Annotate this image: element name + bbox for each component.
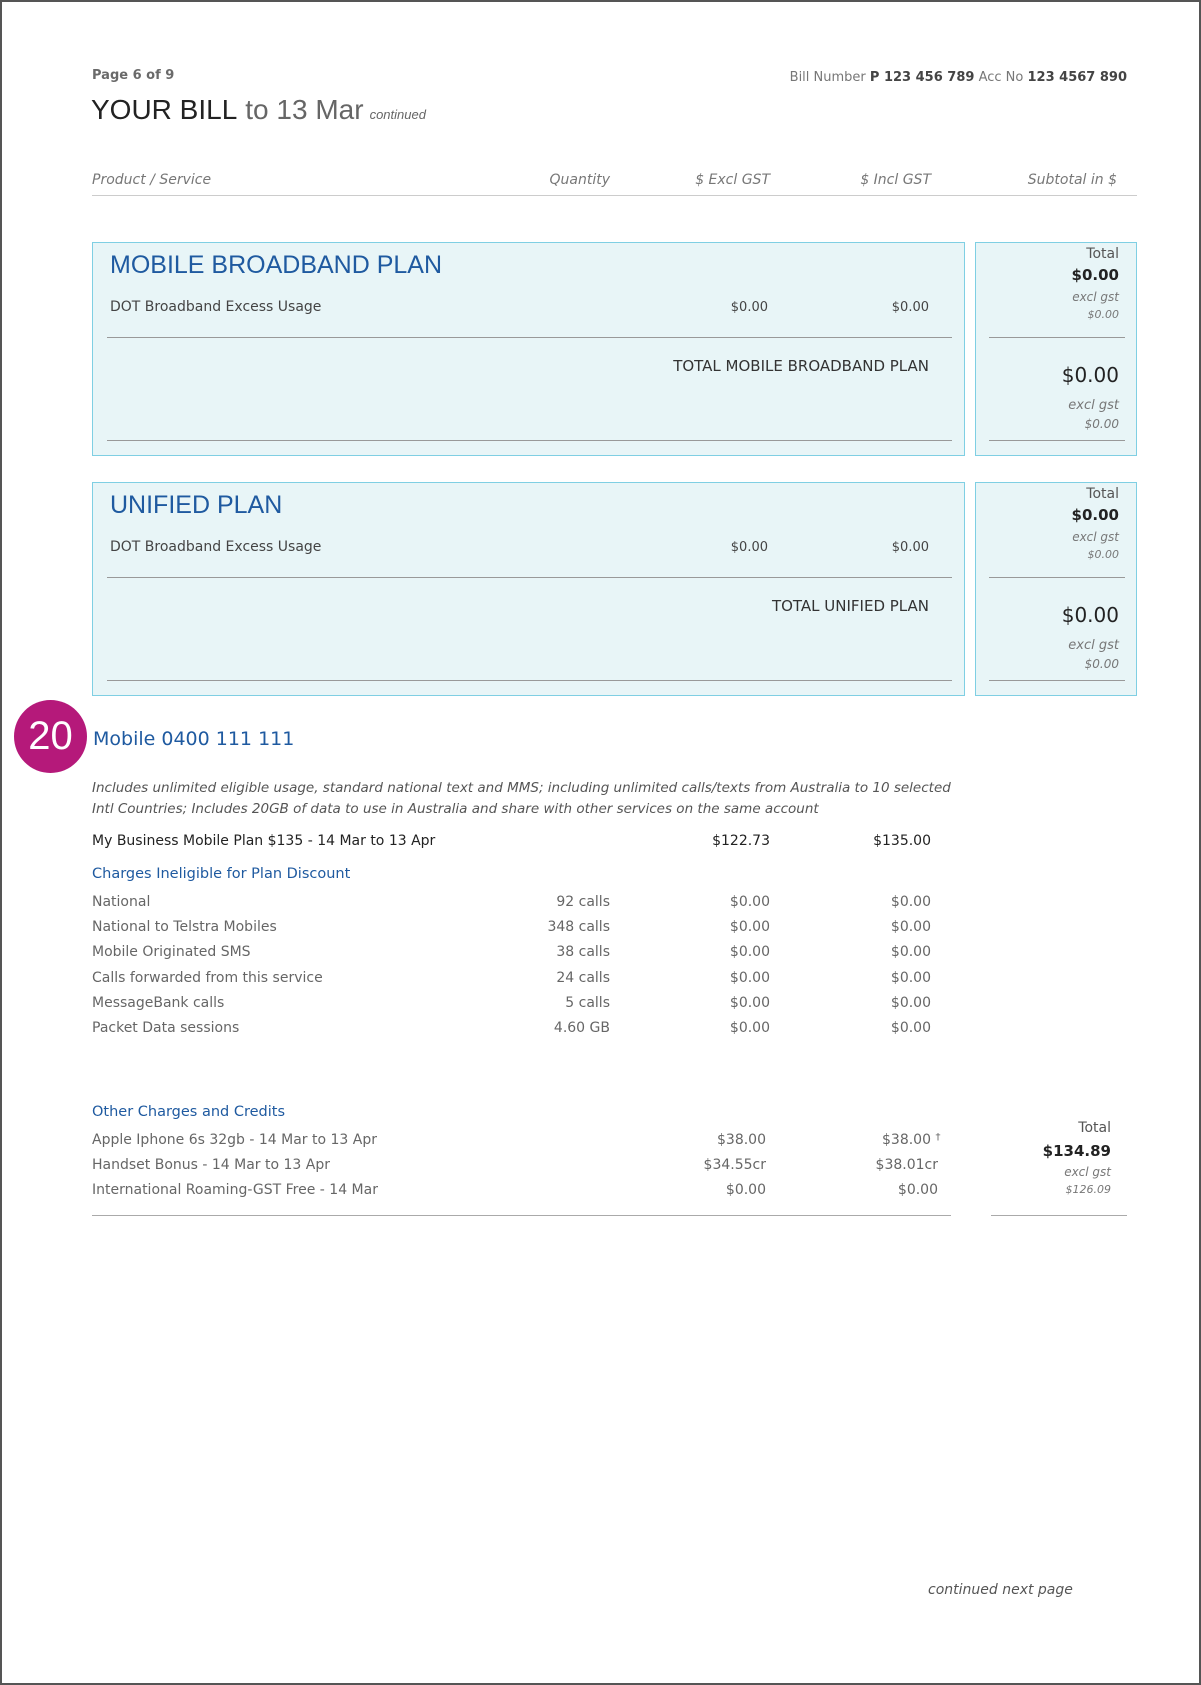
other-total-value: $134.89 <box>1042 1142 1111 1160</box>
bill-number: P 123 456 789 <box>869 70 975 85</box>
charge-incl: $0.00 <box>897 1182 938 1198</box>
charge-label: Handset Bonus - 14 Mar to 13 Apr <box>92 1157 330 1173</box>
total-box-mobile-broadband <box>975 242 1137 456</box>
bill-reference <box>790 70 1127 85</box>
divider <box>107 440 952 441</box>
charge-excl: $0.00 <box>729 995 770 1011</box>
plan-total-label: TOTAL MOBILE BROADBAND PLAN <box>673 357 929 375</box>
charge-incl <box>882 1132 940 1148</box>
charge-label: Calls forwarded from this service <box>92 970 323 986</box>
mobile-plan-label: My Business Mobile Plan $135 - 14 Mar to 13 Apr <box>92 833 436 849</box>
charge-label: International Roaming-GST Free - 14 Mar <box>92 1182 378 1198</box>
title-period: to 13 Mar <box>245 94 364 125</box>
divider <box>989 577 1125 578</box>
plan-item-incl: $0.00 <box>891 300 929 315</box>
excl-gst-label: excl gst <box>1068 638 1119 653</box>
excl-gst-label: excl gst <box>1068 398 1119 413</box>
other-excl-gst-value: $126.09 <box>1065 1183 1111 1196</box>
charge-qty: 38 calls <box>556 944 610 960</box>
acc-no: 123 4567 890 <box>1027 70 1127 85</box>
other-excl-gst-label: excl gst <box>1064 1165 1111 1179</box>
column-subtotal: Subtotal in $ <box>1027 172 1117 188</box>
other-total-label: Total <box>1078 1120 1111 1136</box>
plan-item-excl: $0.00 <box>730 540 768 555</box>
excl-gst-label: excl gst <box>1072 290 1119 304</box>
plan-box-unified <box>92 482 965 696</box>
divider <box>989 337 1125 338</box>
charge-qty: 4.60 GB <box>553 1020 610 1036</box>
divider <box>107 577 952 578</box>
mobile-service-title: Mobile 0400 111 111 <box>93 728 295 750</box>
charge-qty: 5 calls <box>565 995 610 1011</box>
column-product: Product / Service <box>92 172 212 188</box>
plan-item-label: DOT Broadband Excess Usage <box>110 299 322 315</box>
charge-excl: $0.00 <box>729 919 770 935</box>
column-incl-gst: $ Incl GST <box>860 172 931 188</box>
plan-grand-total: $0.00 <box>1061 363 1119 387</box>
divider <box>989 680 1125 681</box>
footnote-mark: † <box>935 1132 941 1143</box>
total-value: $0.00 <box>1071 506 1119 524</box>
charge-incl: $0.00 <box>890 944 931 960</box>
charge-excl: $0.00 <box>729 894 770 910</box>
excl-gst-value: $0.00 <box>1087 308 1119 321</box>
divider <box>989 440 1125 441</box>
excl-gst-value: $0.00 <box>1084 417 1119 431</box>
divider <box>107 680 952 681</box>
divider <box>107 337 952 338</box>
plan-item-excl: $0.00 <box>730 300 768 315</box>
plan-grand-total: $0.00 <box>1061 603 1119 627</box>
section-number-badge: 20 <box>14 700 87 773</box>
excl-gst-label: excl gst <box>1072 530 1119 544</box>
mobile-plan-excl: $122.73 <box>712 833 770 849</box>
title-continued: continued <box>369 107 426 122</box>
charge-incl: $0.00 <box>890 919 931 935</box>
charge-incl: $38.01cr <box>875 1157 938 1173</box>
header-divider <box>92 195 1137 196</box>
charge-label: MessageBank calls <box>92 995 225 1011</box>
title-text: YOUR BILL <box>91 94 238 125</box>
total-value: $0.00 <box>1071 266 1119 284</box>
continued-next-page: continued next page <box>928 1582 1073 1598</box>
plan-item-label: DOT Broadband Excess Usage <box>110 539 322 555</box>
charge-qty: 24 calls <box>556 970 610 986</box>
acc-no-label: Acc No <box>978 70 1024 85</box>
charge-incl: $0.00 <box>890 894 931 910</box>
plan-description: Includes unlimited eligible usage, standard national text and MMS; including unlimited calls/texts from Australia to 10 selected Intl Countries; Includes 20GB of data to use in Australia and share with other services on the same account <box>92 780 951 817</box>
plan-title: UNIFIED PLAN <box>110 491 283 519</box>
column-excl-gst: $ Excl GST <box>695 172 770 188</box>
section-divider <box>92 1215 951 1216</box>
excl-gst-value: $0.00 <box>1087 548 1119 561</box>
ineligible-charges-heading: Charges Ineligible for Plan Discount <box>92 866 351 882</box>
bill-number-label: Bill Number <box>789 70 866 85</box>
charge-incl: $0.00 <box>890 970 931 986</box>
charge-incl-value: $38.00 <box>882 1132 931 1148</box>
charge-incl: $0.00 <box>890 995 931 1011</box>
charge-excl: $0.00 <box>729 970 770 986</box>
page-title <box>91 94 426 126</box>
charge-qty: 92 calls <box>556 894 610 910</box>
mobile-plan-incl: $135.00 <box>873 833 931 849</box>
page-number: Page 6 of 9 <box>92 68 175 83</box>
column-quantity: Quantity <box>549 172 610 188</box>
section-divider <box>991 1215 1127 1216</box>
charge-label: Mobile Originated SMS <box>92 944 251 960</box>
charge-label: National to Telstra Mobiles <box>92 919 277 935</box>
charge-excl: $0.00 <box>729 944 770 960</box>
plan-box-mobile-broadband <box>92 242 965 456</box>
charge-label: National <box>92 894 151 910</box>
charge-excl: $0.00 <box>729 1020 770 1036</box>
charge-label: Apple Iphone 6s 32gb - 14 Mar to 13 Apr <box>92 1132 378 1148</box>
total-label: Total <box>1086 486 1119 502</box>
charge-excl: $34.55cr <box>703 1157 766 1173</box>
plan-total-label: TOTAL UNIFIED PLAN <box>771 597 929 615</box>
other-charges-heading: Other Charges and Credits <box>92 1104 286 1120</box>
charge-excl: $0.00 <box>725 1182 766 1198</box>
total-box-unified <box>975 482 1137 696</box>
excl-gst-value: $0.00 <box>1084 657 1119 671</box>
total-label: Total <box>1086 246 1119 262</box>
plan-item-incl: $0.00 <box>891 540 929 555</box>
plan-title: MOBILE BROADBAND PLAN <box>110 251 443 279</box>
charge-incl: $0.00 <box>890 1020 931 1036</box>
charge-label: Packet Data sessions <box>92 1020 240 1036</box>
charge-excl: $38.00 <box>717 1132 766 1148</box>
charge-qty: 348 calls <box>547 919 610 935</box>
